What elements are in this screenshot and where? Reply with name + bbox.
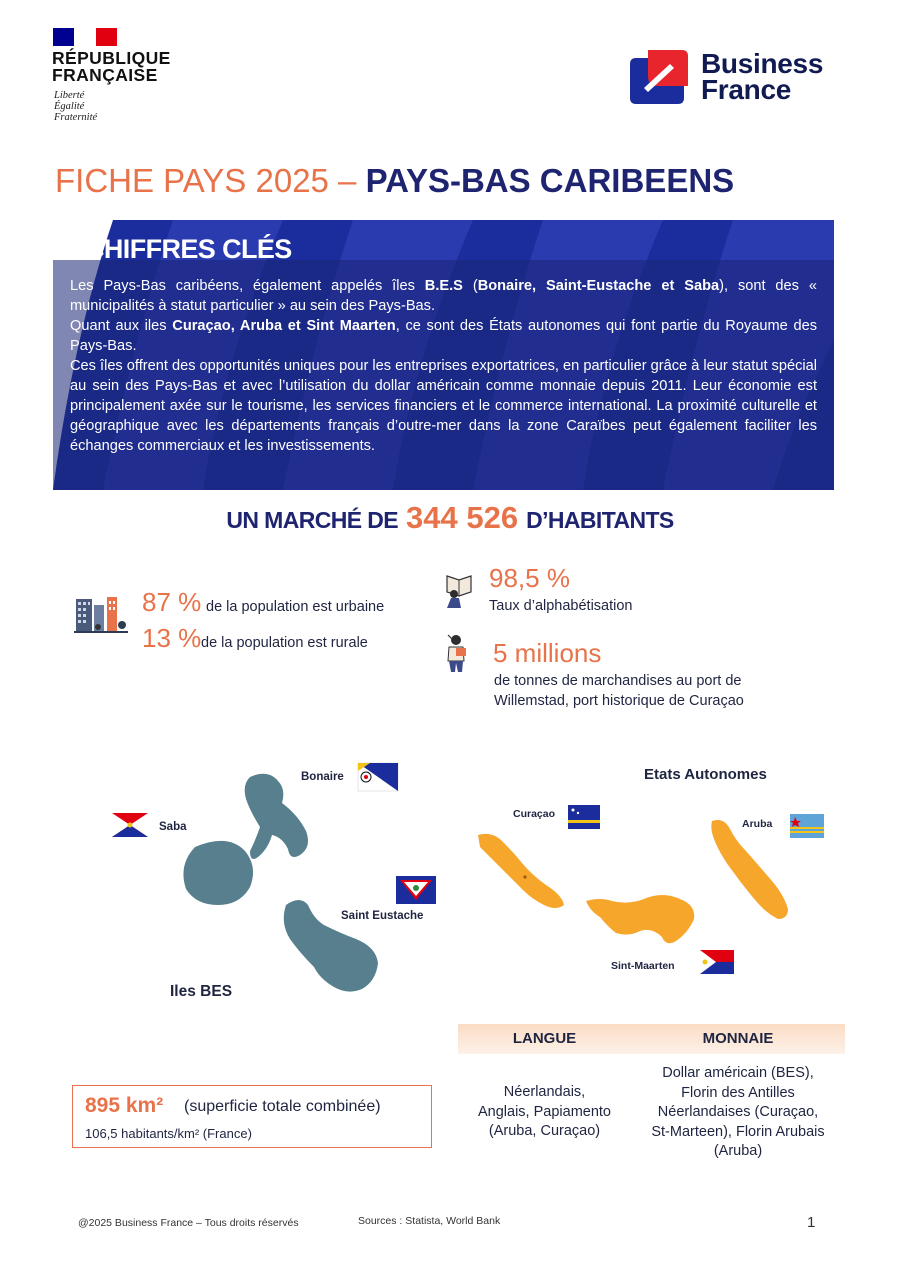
islands-maps bbox=[100, 755, 860, 1015]
aruba-label: Aruba bbox=[742, 818, 773, 830]
literacy-label: Taux d’alphabétisation bbox=[489, 598, 633, 614]
saba-map bbox=[183, 841, 253, 905]
area-label: (superficie totale combinée) bbox=[184, 1098, 381, 1115]
saba-flag-icon bbox=[112, 813, 148, 837]
dockworker-icon bbox=[442, 633, 472, 673]
port-label-1: de tonnes de marchandises au port de bbox=[494, 673, 742, 689]
key-figures-panel bbox=[53, 220, 834, 490]
key-figures-text bbox=[70, 276, 817, 456]
language-header: LANGUE bbox=[458, 1024, 631, 1054]
language-value: Néerlandais, Anglais, Papiamento (Aruba, Curaçao) bbox=[478, 1084, 611, 1139]
aruba-map bbox=[711, 820, 788, 919]
page-number: 1 bbox=[807, 1214, 816, 1231]
currency-header: MONNAIE bbox=[631, 1024, 845, 1054]
intro-paragraph-2: Quant aux iles Curaçao, Aruba et Sint Maarten, ce sont des États autonomes qui font partie du Royaume des Pays-Bas. bbox=[70, 318, 817, 354]
key-figures-heading: CHIFFRES CLÉS bbox=[85, 234, 292, 264]
area-value: 895 km² bbox=[85, 1094, 164, 1117]
population-value: 344 526 bbox=[406, 500, 519, 535]
bes-title: Iles BES bbox=[170, 983, 233, 1000]
reader-icon bbox=[441, 572, 477, 610]
intro-paragraph-1: Les Pays-Bas caribéens, également appelés îles B.E.S (Bonaire, Saint-Eustache et Saba), sont des « municipalités à statut particulier » au sein des Pays-Bas. bbox=[70, 278, 817, 314]
area-box bbox=[72, 1085, 432, 1148]
curacao-label: Curaçao bbox=[513, 808, 556, 820]
rural-value: 13 % bbox=[142, 623, 202, 653]
footer-copyright: @2025 Business France – Tous droits réservés bbox=[78, 1217, 299, 1229]
intro-paragraph-3: Ces îles offrent des opportunités uniques pour les entreprises exportatrices, en particulier grâce à leur statut spécial au sein des Pays-Bas et avec l’utilisation du dollar américain comme monnaie depuis 2011. Leur économie est principalement axée sur le tourisme, les services financiers et le commerce international. La proximité culturelle et géographique avec les départements français d’outre-mer dans la zone Caraïbes peut également faciliter les échanges commerciaux et les investissements. bbox=[70, 358, 817, 454]
sint-maarten-map bbox=[586, 895, 694, 943]
sint-maarten-flag-icon bbox=[700, 950, 734, 974]
port-label-2: Willemstad, port historique de Curaçao bbox=[494, 693, 744, 709]
business-france-logo-icon bbox=[628, 48, 688, 108]
footer-sources: Sources : Statista, World Bank bbox=[358, 1215, 501, 1227]
urban-value: 87 % bbox=[142, 587, 202, 617]
curacao-flag-icon bbox=[568, 805, 600, 829]
aruba-flag-icon bbox=[790, 814, 824, 838]
rural-label: de la population est rurale bbox=[201, 635, 368, 651]
bonaire-map bbox=[245, 774, 308, 859]
literacy-value: 98,5 % bbox=[489, 563, 570, 593]
city-buildings-icon bbox=[74, 595, 128, 635]
republique-francaise-flag bbox=[53, 28, 117, 46]
saint-eustache-label: Saint Eustache bbox=[341, 910, 424, 922]
autonomous-title: Etats Autonomes bbox=[644, 766, 767, 783]
republique-motto: Liberté Égalité Fraternité bbox=[54, 90, 98, 123]
bonaire-label: Bonaire bbox=[301, 771, 344, 783]
sint-maarten-label: Sint-Maarten bbox=[611, 960, 675, 972]
bonaire-flag-icon bbox=[358, 763, 398, 791]
saint-eustache-flag-icon bbox=[396, 876, 436, 904]
port-value: 5 millions bbox=[493, 638, 602, 668]
market-size-heading: UN MARCHÉ DE 344 526 D’HABITANTS bbox=[226, 500, 674, 535]
saba-label: Saba bbox=[159, 821, 187, 833]
business-france-name: Business France bbox=[701, 48, 824, 105]
curacao-map bbox=[478, 834, 564, 908]
republique-francaise-name: RÉPUBLIQUE FRANÇAISE bbox=[52, 48, 171, 85]
page-title: FICHE PAYS 2025 – PAYS-BAS CARIBEENS bbox=[55, 162, 735, 199]
currency-value: Dollar américain (BES), Florin des Antilles Néerlandaises (Curaçao, St-Marteen), Florin Arubais (Aruba) bbox=[651, 1065, 825, 1159]
density-label: 106,5 habitants/km² (France) bbox=[85, 1126, 252, 1141]
urban-label: de la population est urbaine bbox=[206, 599, 385, 615]
